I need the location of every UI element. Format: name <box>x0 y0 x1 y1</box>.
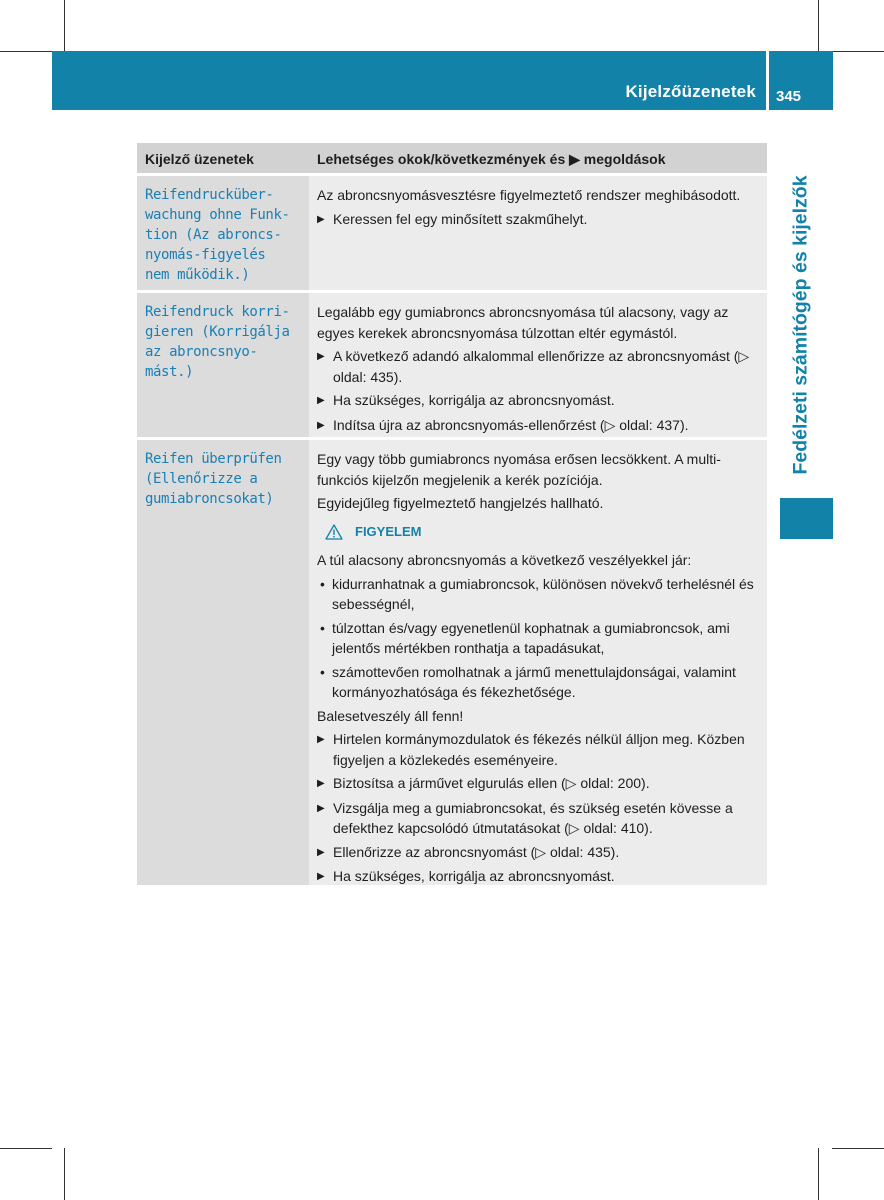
play-triangle-icon: ▶ <box>317 802 325 814</box>
message-line: gieren (Korrigálja <box>145 324 290 340</box>
action-text: Keressen fel egy minősített szakműhelyt. <box>333 210 588 227</box>
action-text: Ha szükséges, korrigálja az abroncsnyomást. <box>333 868 615 884</box>
table-row <box>137 440 767 885</box>
chapter-title: Fedélzeti számítógép és kijelzők <box>789 175 812 475</box>
action-item <box>317 346 761 387</box>
paragraph <box>317 302 761 343</box>
action-item <box>317 729 761 770</box>
action-item <box>317 209 761 231</box>
page-title: Kijelzőüzenetek <box>625 82 756 101</box>
crop-mark <box>818 0 819 52</box>
action-text: Ha szükséges, korrigálja az abroncsnyomást. <box>333 392 615 408</box>
paragraph-text: Az abroncsnyomásvesztésre figyelmeztető rendszer meghibásodott. <box>317 187 741 203</box>
message-line: tion (Az abroncs- <box>145 227 282 243</box>
paragraph-text: A túl alacsony abroncsnyomás a következő veszélyekkel jár: <box>317 552 692 568</box>
action-text: A következő adandó alkalommal ellenőrizze az abroncsnyomást (▷ oldal: 435). <box>333 348 750 385</box>
bullet-text: túlzottan és/vagy egyenetlenül kophatnak a gumiabroncsok, ami jelentős mértékben ronthatja a tapadásukat, <box>332 619 730 656</box>
crop-mark <box>64 1148 65 1200</box>
action-item <box>317 866 761 888</box>
play-triangle-icon: ▶ <box>317 213 325 225</box>
bullet-item <box>317 618 761 659</box>
page-number-box <box>769 51 833 110</box>
action-text: Hirtelen kormánymozdulatok és fékezés nélkül álljon meg. Közben figyeljen a közlekedés eseményeire. <box>333 731 745 768</box>
crop-mark <box>0 1148 52 1149</box>
action-item <box>317 415 761 437</box>
message-line: Reifendruck korri- <box>145 304 290 320</box>
action-item <box>317 390 761 412</box>
play-triangle-icon: ▶ <box>317 734 325 745</box>
table-header <box>137 143 767 173</box>
crop-mark <box>64 0 65 52</box>
action-item <box>317 798 761 839</box>
paragraph <box>317 550 761 571</box>
crop-mark <box>832 1148 884 1149</box>
causes-solutions <box>309 293 767 437</box>
causes-solutions <box>309 176 767 290</box>
bullet-icon: • <box>320 619 325 636</box>
chapter-side-title <box>776 160 826 490</box>
play-triangle-icon: ▶ <box>317 351 325 362</box>
action-text: Ellenőrizze az abroncsnyomást (▷ oldal: 435). <box>333 843 620 860</box>
display-message <box>137 293 309 437</box>
crop-mark <box>0 51 52 52</box>
display-message <box>137 440 309 885</box>
chapter-tab <box>780 498 833 539</box>
crop-mark <box>832 51 884 52</box>
paragraph <box>317 449 761 490</box>
play-triangle-icon: ▶ <box>317 846 325 858</box>
message-line: gumiabroncsokat) <box>145 491 274 507</box>
column-header-causes: Lehetséges okok/következmények és ▶ megoldások <box>317 151 666 167</box>
paragraph <box>317 706 761 727</box>
warning-triangle-icon <box>325 524 343 540</box>
paragraph-text: Egy vagy több gumiabroncs nyomása erősen lecsökkent. A multifunkciós kijelzőn megjelenik a kerék pozíciója. <box>317 451 721 488</box>
paragraph-text: Balesetveszély áll fenn! <box>317 707 464 724</box>
play-triangle-icon: ▶ <box>317 871 325 882</box>
message-line: Reifendrucküber- <box>145 187 274 203</box>
play-triangle-icon: ▶ <box>317 395 325 406</box>
action-text: Vizsgálja meg a gumiabroncsokat, és szükség esetén kövesse a defekthez kapcsolódó útmutatásokat (▷ oldal: 410). <box>333 799 733 836</box>
message-line: wachung ohne Funk- <box>145 207 290 223</box>
bullet-icon: • <box>320 663 325 680</box>
play-triangle-icon: ▶ <box>317 778 325 789</box>
action-item <box>317 773 761 795</box>
bullet-text: számottevően romolhatnak a jármű menettulajdonságai, valamint kormányozhatósága és fékezhetősége. <box>332 663 736 700</box>
action-item <box>317 842 761 864</box>
causes-solutions <box>309 440 767 885</box>
page-number: 345 <box>776 88 802 105</box>
paragraph-text: Egyidejűleg figyelmeztető hangjelzés hallható. <box>317 495 604 511</box>
message-line: Reifen überprüfen <box>145 451 282 467</box>
display-message <box>137 176 309 290</box>
warning-heading <box>325 522 761 543</box>
bullet-text: kidurranhatnak a gumiabroncsok, különösen növekvő terhelésnél és sebességnél, <box>332 575 754 612</box>
message-line: mást.) <box>145 364 194 380</box>
message-table <box>137 143 767 885</box>
table-row <box>137 176 767 290</box>
action-text: Biztosítsa a járművet elgurulás ellen (▷ oldal: 200). <box>333 775 650 791</box>
table-row <box>137 293 767 437</box>
action-text: Indítsa újra az abroncsnyomás-ellenőrzést (▷ oldal: 437). <box>333 416 689 433</box>
message-line: az abroncsnyo- <box>145 344 258 360</box>
play-triangle-icon: ▶ <box>317 419 325 431</box>
paragraph <box>317 493 761 514</box>
warning-label: FIGYELEM <box>355 523 422 539</box>
crop-mark <box>818 1148 819 1200</box>
paragraph <box>317 185 761 206</box>
message-line: nyomás-figyelés <box>145 247 266 263</box>
column-header-messages: Kijelző üzenetek <box>145 151 254 167</box>
bullet-icon: • <box>320 575 325 592</box>
bullet-item <box>317 574 761 615</box>
header-bar <box>52 51 766 110</box>
message-line: nem működik.) <box>145 267 250 283</box>
message-line: (Ellenőrizze a <box>145 471 258 487</box>
bullet-item <box>317 662 761 703</box>
paragraph-text: Legalább egy gumiabroncs abroncsnyomása túl alacsony, vagy az egyes kerekek abroncsnyomása túlzottan eltér egymástól. <box>317 304 729 341</box>
